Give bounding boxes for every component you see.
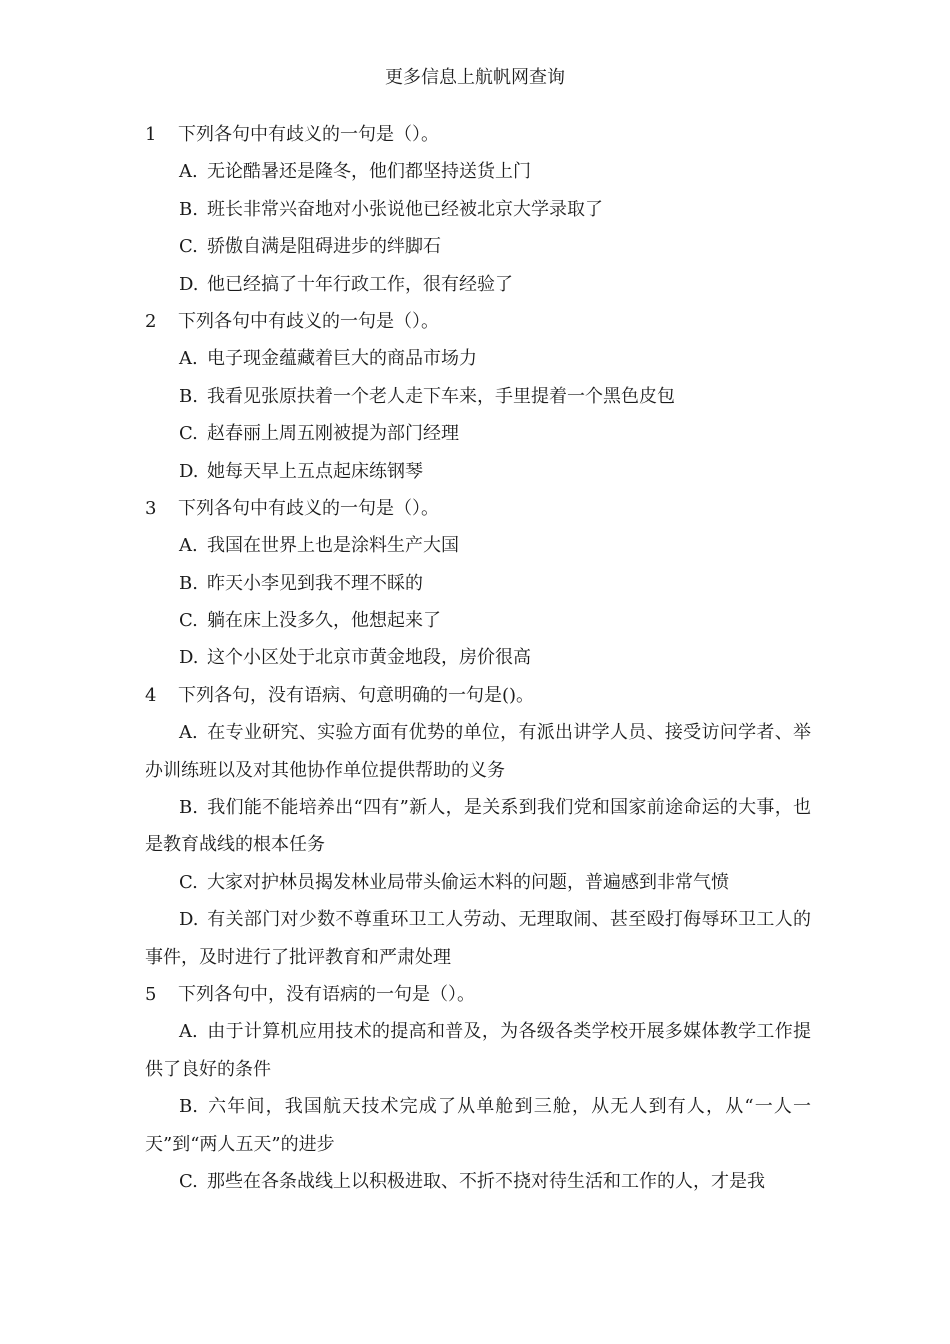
option-letter: C. <box>179 236 198 258</box>
option-text: 他已经搞了十年行政工作，很有经验了 <box>207 273 513 295</box>
option-letter: B. <box>179 198 198 220</box>
option-text: 六年间，我国航天技术完成了从单舱到三舱，从无人到有人，从“一人一天”到“两人五天”的进步 <box>145 1096 811 1155</box>
option-item <box>145 565 811 602</box>
question-number: 5 <box>145 984 157 1006</box>
question-stem <box>145 976 811 1013</box>
question-stem <box>145 303 811 340</box>
option-letter: B. <box>179 572 198 594</box>
question-text: 下列各句中，没有语病的一句是（）。 <box>178 984 475 1006</box>
option-item <box>145 602 811 639</box>
option-letter: C. <box>179 610 198 632</box>
option-text: 这个小区处于北京市黄金地段，房价很高 <box>207 647 531 669</box>
option-letter: A. <box>179 1021 198 1043</box>
option-item <box>145 901 811 976</box>
option-letter: A. <box>179 535 198 557</box>
option-item <box>145 266 811 303</box>
option-text: 我国在世界上也是涂料生产大国 <box>207 535 459 557</box>
option-item <box>145 453 811 490</box>
option-text: 班长非常兴奋地对小张说他已经被北京大学录取了 <box>207 198 603 220</box>
question-text: 下列各句中有歧义的一句是（）。 <box>178 497 439 519</box>
option-item <box>145 378 811 415</box>
question-stem <box>145 116 811 153</box>
option-text: 无论酷暑还是隆冬，他们都坚持送货上门 <box>207 161 531 183</box>
option-text: 大家对护林员揭发林业局带头偷运木料的问题，普遍感到非常气愤 <box>207 871 729 893</box>
question-number: 1 <box>145 124 157 145</box>
option-text: 由于计算机应用技术的提高和普及，为各级各类学校开展多媒体教学工作提供了良好的条件 <box>145 1021 811 1080</box>
option-item <box>145 789 811 864</box>
option-item <box>145 1163 811 1200</box>
option-letter: C. <box>179 423 198 445</box>
option-letter: D. <box>179 909 199 931</box>
option-letter: B. <box>179 385 198 407</box>
question-stem <box>145 677 811 714</box>
question-list <box>145 116 811 1200</box>
option-text: 有关部门对少数不尊重环卫工人劳动、无理取闹、甚至殴打侮辱环卫工人的事件，及时进行了批评教育和严肃处理 <box>145 909 811 968</box>
option-item <box>145 1013 811 1088</box>
option-item <box>145 864 811 901</box>
option-text: 昨天小李见到我不理不睬的 <box>207 572 423 594</box>
option-item <box>145 415 811 452</box>
option-text: 我看见张原扶着一个老人走下车来，手里提着一个黑色皮包 <box>207 385 675 407</box>
question-number: 3 <box>145 497 157 519</box>
option-letter: A. <box>179 722 198 744</box>
question-text: 下列各句中有歧义的一句是（）。 <box>178 310 439 332</box>
option-item <box>145 340 811 377</box>
page-header: 更多信息上航帆网查询 <box>385 67 565 88</box>
option-text: 我们能不能培养出“四有”新人，是关系到我们党和国家前途命运的大事，也是教育战线的根本任务 <box>145 797 811 856</box>
option-item <box>145 153 811 190</box>
option-text: 赵春丽上周五刚被提为部门经理 <box>207 423 459 445</box>
question-stem <box>145 490 811 527</box>
option-letter: B. <box>179 797 198 819</box>
option-item <box>145 714 811 789</box>
option-text: 骄傲自满是阻碍进步的绊脚石 <box>207 236 441 258</box>
option-text: 电子现金蕴藏着巨大的商品市场力 <box>207 348 477 370</box>
option-item <box>145 639 811 676</box>
option-item <box>145 228 811 265</box>
option-letter: D. <box>179 460 199 482</box>
option-text: 她每天早上五点起床练钢琴 <box>207 460 423 482</box>
option-letter: C. <box>179 871 198 893</box>
question-text: 下列各句，没有语病、句意明确的一句是()。 <box>178 684 535 706</box>
option-item <box>145 527 811 564</box>
question-number: 2 <box>145 310 157 332</box>
question-number: 4 <box>145 684 157 706</box>
option-letter: A. <box>179 161 198 183</box>
question-text: 下列各句中有歧义的一句是（）。 <box>178 124 439 145</box>
option-text: 躺在床上没多久，他想起来了 <box>207 610 441 632</box>
option-letter: D. <box>179 273 199 295</box>
option-letter: C. <box>179 1171 198 1193</box>
option-text: 那些在各条战线上以积极进取、不折不挠对待生活和工作的人，才是我 <box>207 1171 765 1193</box>
option-letter: B. <box>179 1096 198 1118</box>
option-letter: D. <box>179 647 199 669</box>
option-item <box>145 1088 811 1163</box>
option-text: 在专业研究、实验方面有优势的单位，有派出讲学人员、接受访问学者、举办训练班以及对其他协作单位提供帮助的义务 <box>145 722 811 781</box>
option-item <box>145 191 811 228</box>
option-letter: A. <box>179 348 198 370</box>
